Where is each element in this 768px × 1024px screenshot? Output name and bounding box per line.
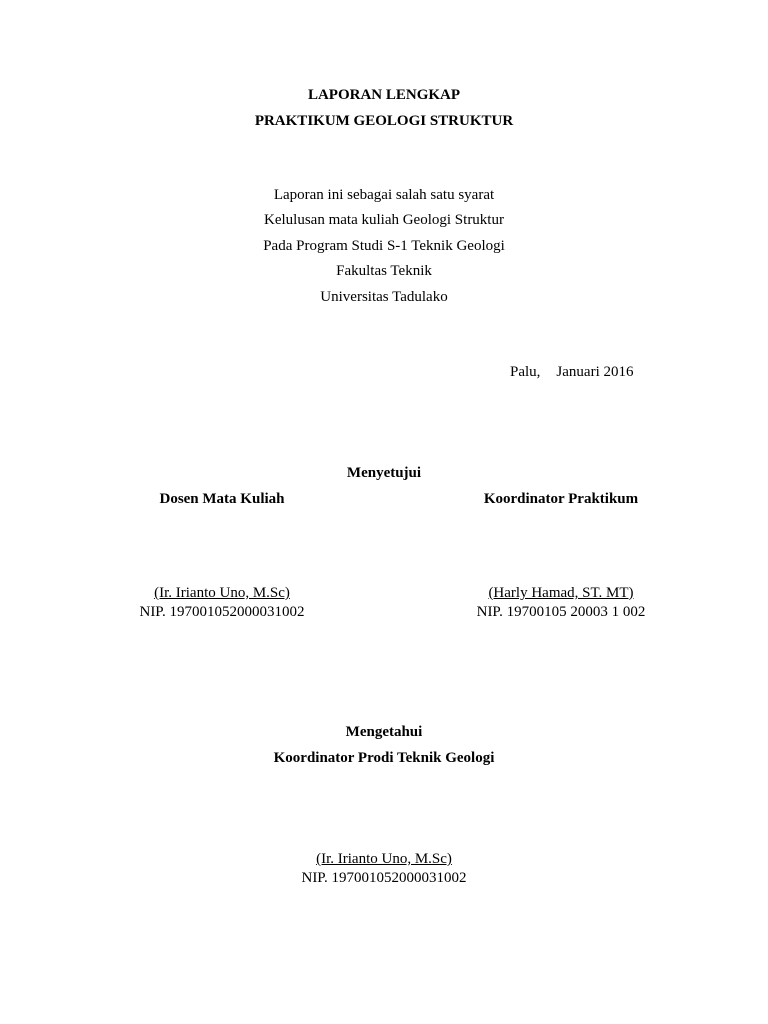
purpose-line: Fakultas Teknik [336, 263, 432, 279]
left-signatory-role: Dosen Mata Kuliah [159, 491, 285, 507]
left-signatory-name: (Ir. Irianto Uno, M.Sc) [154, 585, 290, 601]
report-title: LAPORAN LENGKAP [307, 87, 461, 103]
report-date: Januari 2016 [556, 364, 634, 380]
right-signatory-name: (Harly Hamad, ST. MT) [488, 585, 634, 601]
report-subtitle: PRAKTIKUM GEOLOGI STRUKTUR [254, 113, 514, 129]
left-signatory-nip: NIP. 197001052000031002 [139, 604, 305, 620]
acknowledgement-nip: NIP. 197001052000031002 [301, 870, 467, 886]
approval-heading: Menyetujui [346, 465, 422, 481]
place-date [510, 363, 634, 381]
purpose-line: Laporan ini sebagai salah satu syarat [273, 187, 495, 203]
purpose-line: Kelulusan mata kuliah Geologi Struktur [264, 212, 504, 228]
purpose-line: Pada Program Studi S-1 Teknik Geologi [263, 238, 505, 254]
acknowledgement-role: Koordinator Prodi Teknik Geologi [273, 750, 495, 766]
place-city: Palu, [510, 364, 541, 380]
acknowledgement-heading: Mengetahui [345, 724, 423, 740]
acknowledgement-name: (Ir. Irianto Uno, M.Sc) [316, 851, 452, 867]
purpose-line: Universitas Tadulako [320, 289, 448, 305]
right-signatory-role: Koordinator Praktikum [483, 491, 639, 507]
right-signatory-nip: NIP. 19700105 20003 1 002 [476, 604, 646, 620]
